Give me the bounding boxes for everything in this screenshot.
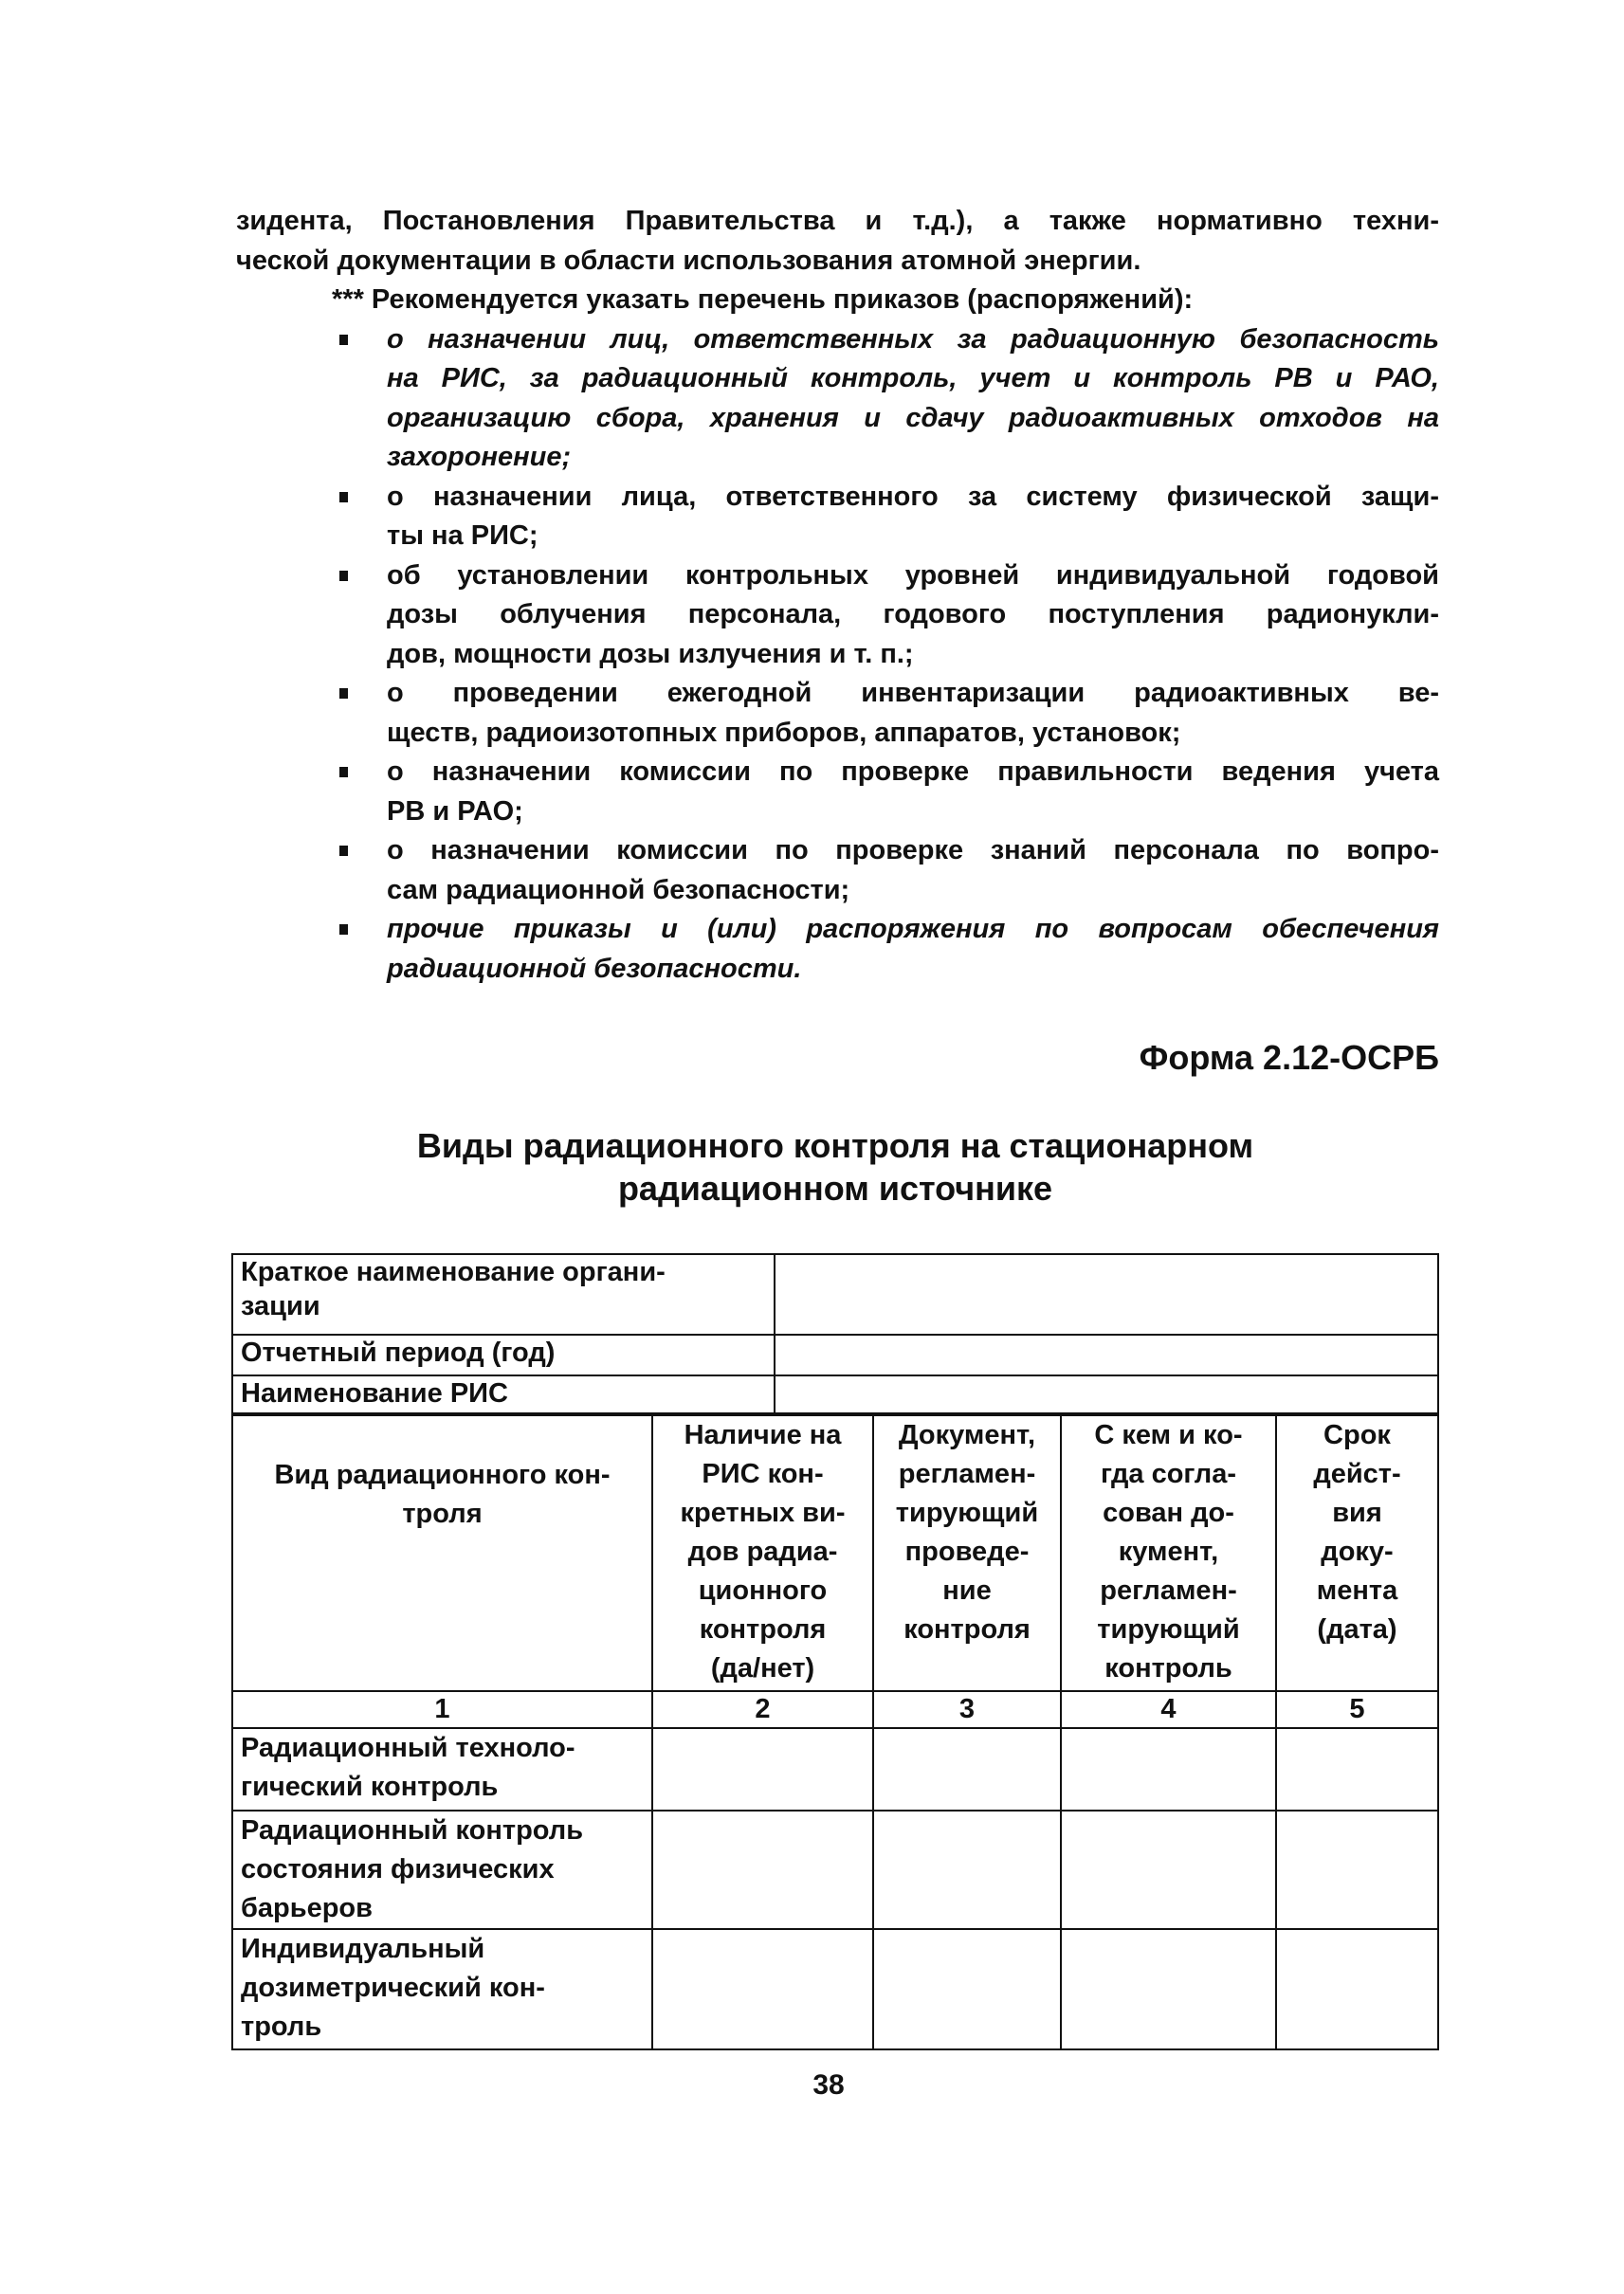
column-number: 1 [232,1691,652,1728]
bullet-item-line: радиационной безопасности. [387,953,802,984]
bullet-item-line: организацию сбора, хранения и сдачу радиоактивных отходов на [387,402,1439,433]
bullet-icon [339,846,348,856]
bullet-icon [339,492,348,502]
bullet-item-line: на РИС, за радиационный контроль, учет и контроль РВ и РАО, [387,363,1439,393]
empty-cell [652,1728,873,1811]
info-row [232,1335,1438,1375]
info-value-empty [775,1335,1438,1375]
column-header: Документ, регламен- тирующий проведе- ние контроля [873,1413,1061,1691]
info-table [231,1253,1439,1416]
note-line: *** Рекомендуется указать перечень приказов (распоряжений): [332,284,1194,315]
bullet-icon [339,571,348,581]
column-number: 5 [1276,1691,1438,1728]
bullet-item-line: дозы облучения персонала, годового поступления радионукли- [387,599,1439,629]
header-row [232,1413,1438,1691]
empty-cell [1276,1811,1438,1929]
bullet-item-line: ществ, радиоизотопных приборов, аппаратов, установок; [387,717,1181,748]
bullet-icon [339,688,348,699]
empty-cell [1061,1929,1276,2049]
table-row [232,1811,1438,1929]
bullet-item-line: дов, мощности дозы излучения и т. п.; [387,638,914,669]
bullet-item-line: прочие приказы и (или) распоряжения по вопросам обеспечения [387,914,1439,944]
intro-line: ческой документации в области использования атомной энергии. [236,245,1141,276]
bullet-item-line: об установлении контрольных уровней индивидуальной годовой [387,559,1439,591]
page-number: 38 [812,2069,845,2101]
info-label: Отчетный период (год) [232,1335,775,1375]
radiation-control-table [231,1412,1439,2050]
bullet-item-line: РВ и РАО; [387,795,523,827]
empty-cell [1276,1728,1438,1811]
bullet-item-line: о назначении комиссии по проверке правильности ведения учета [387,756,1439,787]
column-header: С кем и ко- гда согла- сован до- кумент, регламен- тирующий контроль [1061,1413,1276,1691]
column-number: 3 [873,1691,1061,1728]
control-type: Радиационный техноло- гический контроль [232,1728,652,1811]
form-title-line-1: Виды радиационного контроля на стационарном [416,1126,1254,1165]
info-value-empty [775,1254,1438,1335]
bullet-item-line: о назначении комиссии по проверке знаний персонала по вопро- [387,835,1439,865]
info-value-empty [775,1375,1438,1415]
form-label: Форма 2.12-ОСРБ [1139,1038,1439,1077]
empty-cell [652,1811,873,1929]
control-type: Радиационный контроль состояния физических барьеров [232,1811,652,1929]
control-type: Индивидуальный дозиметрический кон- троль [232,1929,652,2049]
bullet-icon [339,335,348,345]
column-header: Вид радиационного кон- троля [232,1413,652,1691]
empty-cell [1061,1728,1276,1811]
bullet-item-line: о проведении ежегодной инвентаризации радиоактивных ве- [387,678,1439,708]
column-number: 4 [1061,1691,1276,1728]
empty-cell [1276,1929,1438,2049]
empty-cell [873,1811,1061,1929]
bullet-item-line: сам радиационной безопасности; [387,874,850,905]
empty-cell [1061,1811,1276,1929]
info-label: Наименование РИС [232,1375,775,1415]
column-number-row [232,1691,1438,1728]
info-row [232,1375,1438,1415]
empty-cell [873,1929,1061,2049]
intro-line: зидента, Постановления Правительства и т.д.), а также нормативно техни- [236,206,1439,236]
empty-cell [873,1728,1061,1811]
info-row [232,1254,1438,1335]
bullet-icon [339,767,348,777]
bullet-item-line: о назначении лиц, ответственных за радиационную безопасность [387,323,1439,355]
bullet-item-line: захоронение; [387,442,572,472]
form-title-line-2: радиационном источнике [617,1169,1053,1208]
column-header: Наличие на РИС кон- кретных ви- дов радиа- ционного контроля (да/нет) [652,1413,873,1691]
table-row [232,1728,1438,1811]
column-header: Срок дейст- вия доку- мента (дата) [1276,1413,1438,1691]
info-label: Краткое наименование органи- зации [232,1254,775,1335]
bullet-item-line: о назначении лица, ответственного за систему физической защи- [387,481,1439,512]
table-row [232,1929,1438,2049]
bullet-icon [339,924,348,935]
column-number: 2 [652,1691,873,1728]
bullet-item-line: ты на РИС; [387,520,538,551]
empty-cell [652,1929,873,2049]
